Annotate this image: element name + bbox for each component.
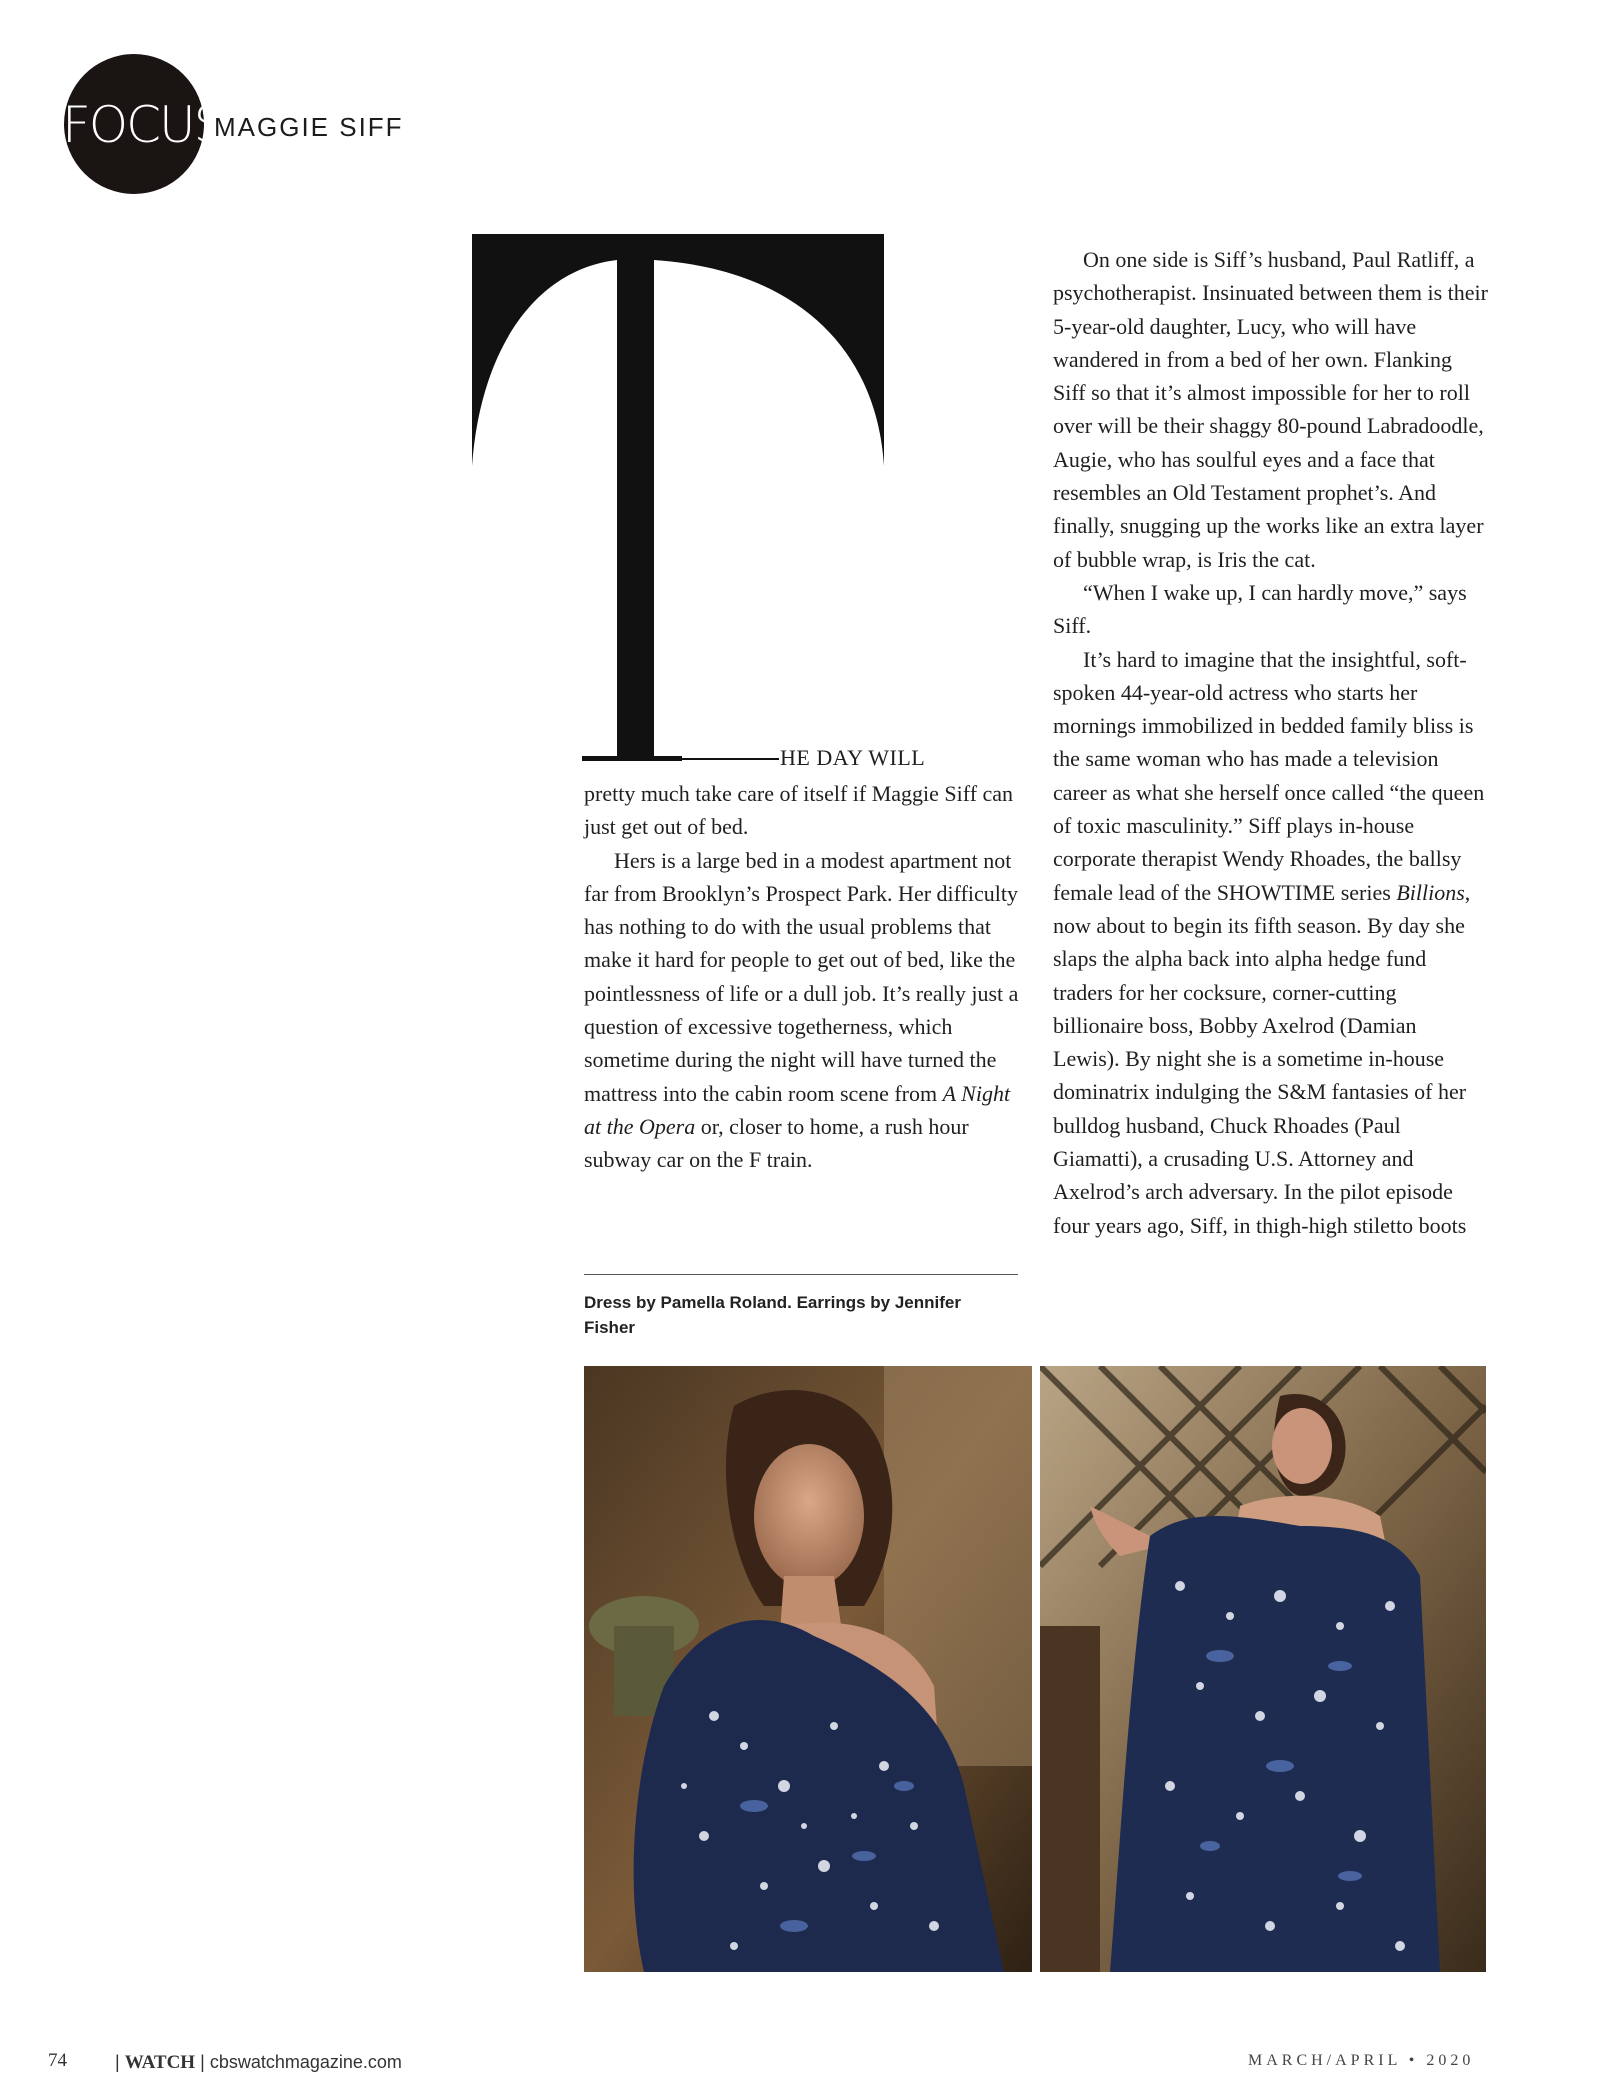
subject-name: MAGGIE SIFF [214, 112, 404, 142]
magazine-brand: WATCH [124, 2052, 196, 2073]
page-number: 74 [48, 2050, 67, 2071]
photo-caption: Dress by Pamella Roland. Earrings by Jennifer Fisher [584, 1293, 961, 1337]
photo-left [584, 1366, 1032, 1972]
section-label: FOCUS [62, 96, 224, 154]
website: cbswatchmagazine.com [209, 2052, 402, 2072]
issue-date: MARCH/APRIL • 2020 [1248, 2052, 1475, 2069]
caption-rule [584, 1274, 1018, 1275]
separator: | [200, 2052, 205, 2072]
footer-brand [115, 2052, 402, 2074]
portrait-photo [584, 1366, 1032, 1972]
paragraph: “When I wake up, I can hardly move,” says Siff. [1053, 579, 1467, 639]
film-title: A Night at the Opera [584, 1080, 1011, 1139]
paragraph [584, 844, 1024, 1177]
paragraph-text: or, closer to home, a rush hour subway car on the F train. [584, 1113, 969, 1173]
paragraph-text: , now about to begin its fifth season. By day she slaps the alpha back into alpha hedge fund traders for her cocksure, corner-cutting billionaire boss, Bobby Axelrod (Damian Lewis). By night she is a sometime in-house dominatrix indulging the S&M fantasies of her bulldog husband, Chuck Rhoades (Paul Giamatti), a crusading U.S. Attorney and Axelrod’s arch adversary. In the pilot episode four years ago, Siff, in thigh-high stiletto boots [1053, 879, 1471, 1238]
paragraph [1053, 643, 1488, 1242]
paragraph-text: Hers is a large bed in a modest apartment not far from Brooklyn’s Prospect Park. Her difficulty has nothing to do with the usual problems that make it hard for people to get out of bed, like the pointlessness of life or a dull job. It’s really just a question of excessive togetherness, which sometime during the night will have turned the mattress into the cabin room scene from [584, 847, 1019, 1106]
paragraph: pretty much take care of itself if Maggie Siff can just get out of bed. [584, 781, 1014, 840]
separator: | [115, 2052, 120, 2072]
right-column [1053, 243, 1488, 1242]
left-column [584, 777, 1024, 1177]
paragraph: On one side is Siff’s husband, Paul Ratliff, a psychotherapist. Insinuated between them is their 5-year-old daughter, Lucy, who will have wandered in from a bed of her own. Flanking Siff so that it’s almost impossible for her to roll over will be their shaggy 80-pound Labradoodle, Augie, who has soulful eyes and a face that resembles an Old Testament prophet’s. And finally, snugging up the works like an extra layer of bubble wrap, is Iris the cat. [1053, 247, 1488, 572]
paragraph-text: It’s hard to imagine that the insightful, soft-spoken 44-year-old actress who starts her mornings immobilized in bedded family bliss is the same woman who has made a television career as what she herself once called “the queen of toxic masculinity.” Siff plays in-house corporate therapist Wendy Rhoades, the ballsy female lead of the SHOWTIME series [1053, 646, 1485, 905]
dropcap-letter [472, 234, 892, 764]
back-view-photo [1040, 1366, 1486, 1972]
series-title: Billions [1396, 879, 1465, 905]
lead-text: HE DAY WILL [780, 745, 926, 770]
photo-right [1040, 1366, 1486, 1972]
